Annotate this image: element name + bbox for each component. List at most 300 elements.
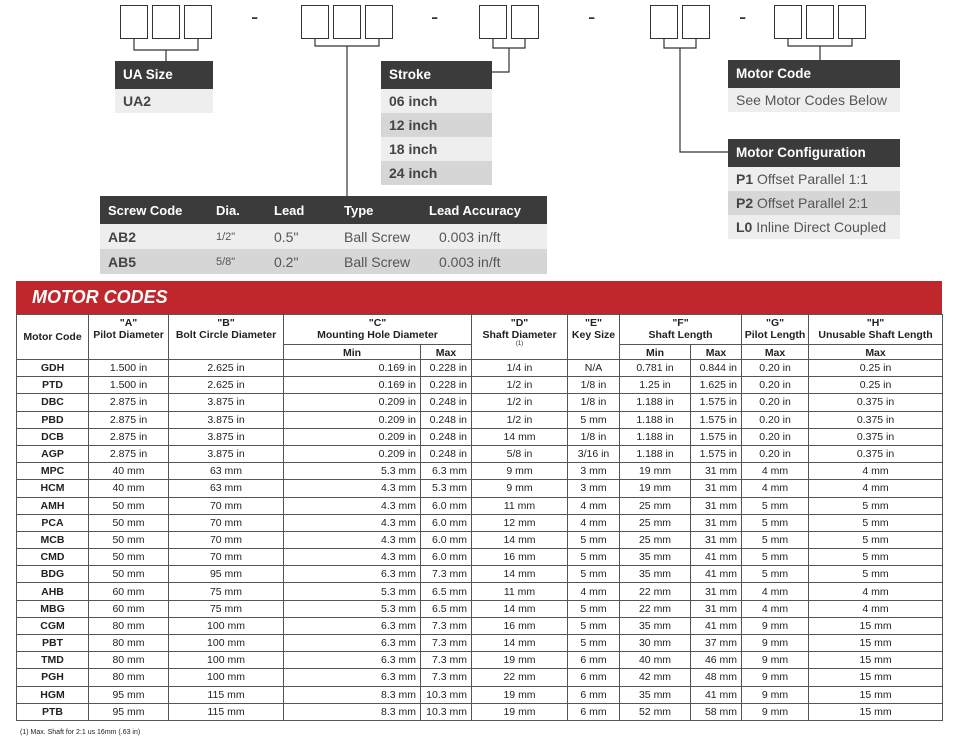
motor-code-cell: PBD bbox=[17, 411, 89, 428]
motor-configuration-option bbox=[728, 215, 900, 239]
screw-dia: 1/2" bbox=[208, 224, 266, 249]
shaft-length-min-cell: 42 mm bbox=[620, 669, 691, 686]
shaft-length-min-cell: 35 mm bbox=[620, 686, 691, 703]
shaft-length-min-cell: 25 mm bbox=[620, 497, 691, 514]
pilot-diameter-cell: 2.875 in bbox=[89, 411, 169, 428]
table-row bbox=[17, 531, 943, 548]
shaft-diameter-cell: 14 mm bbox=[472, 635, 568, 652]
bolt-circle-diameter-cell: 2.625 in bbox=[169, 377, 284, 394]
key-size-cell: 5 mm bbox=[568, 549, 620, 566]
key-size-cell: 6 mm bbox=[568, 703, 620, 720]
shaft-length-max-cell: 1.575 in bbox=[691, 411, 742, 428]
table-row bbox=[17, 566, 943, 583]
mounting-hole-max-cell: 6.0 mm bbox=[421, 531, 472, 548]
mounting-hole-min-cell: 5.3 mm bbox=[284, 463, 421, 480]
col-c bbox=[284, 315, 472, 345]
shaft-length-max-cell: 58 mm bbox=[691, 703, 742, 720]
motor-configuration-option bbox=[728, 167, 900, 191]
key-size-cell: 6 mm bbox=[568, 669, 620, 686]
shaft-length-max-cell: 31 mm bbox=[691, 463, 742, 480]
shaft-diameter-cell: 14 mm bbox=[472, 531, 568, 548]
shaft-length-min-cell: 25 mm bbox=[620, 514, 691, 531]
separator-dash: - bbox=[739, 4, 747, 29]
mounting-hole-max-cell: 6.5 mm bbox=[421, 600, 472, 617]
shaft-length-max-cell: 31 mm bbox=[691, 480, 742, 497]
motor-codes-table bbox=[16, 314, 943, 721]
motor-config-box-2 bbox=[682, 5, 710, 39]
col-c-min: Min bbox=[284, 345, 421, 360]
shaft-length-min-cell: 0.781 in bbox=[620, 360, 691, 377]
shaft-length-min-cell: 35 mm bbox=[620, 566, 691, 583]
config-code: P1 bbox=[736, 171, 754, 187]
mounting-hole-max-cell: 7.3 mm bbox=[421, 669, 472, 686]
col-c-max: Max bbox=[421, 345, 472, 360]
motor-code-cell: AHB bbox=[17, 583, 89, 600]
mounting-hole-min-cell: 6.3 mm bbox=[284, 652, 421, 669]
col-d-name: Shaft Diameter bbox=[482, 329, 557, 341]
shaft-diameter-cell: 16 mm bbox=[472, 549, 568, 566]
pilot-diameter-cell: 95 mm bbox=[89, 686, 169, 703]
screw-code: AB2 bbox=[100, 224, 208, 249]
pilot-length-max-cell: 9 mm bbox=[742, 617, 809, 634]
col-f-name: Shaft Length bbox=[648, 329, 713, 341]
shaft-diameter-cell: 9 mm bbox=[472, 463, 568, 480]
pilot-length-max-cell: 0.20 in bbox=[742, 394, 809, 411]
unusable-shaft-length-max-cell: 0.375 in bbox=[809, 394, 943, 411]
pilot-diameter-cell: 2.875 in bbox=[89, 394, 169, 411]
stroke-box-2 bbox=[333, 5, 361, 39]
screw-code-box-1 bbox=[479, 5, 507, 39]
table-row bbox=[100, 249, 547, 274]
separator-dash: - bbox=[251, 4, 259, 29]
mounting-hole-min-cell: 0.209 in bbox=[284, 445, 421, 462]
table-row bbox=[17, 635, 943, 652]
shaft-diameter-cell: 1/2 in bbox=[472, 377, 568, 394]
bolt-circle-diameter-cell: 115 mm bbox=[169, 686, 284, 703]
col-a-name: Pilot Diameter bbox=[93, 329, 164, 341]
col-e-letter: "E" bbox=[585, 317, 602, 329]
col-f-letter: "F" bbox=[672, 317, 689, 329]
col-f bbox=[620, 315, 742, 345]
pilot-length-max-cell: 0.20 in bbox=[742, 360, 809, 377]
screw-header-accuracy: Lead Accuracy bbox=[421, 196, 547, 224]
screw-header-code: Screw Code bbox=[100, 196, 208, 224]
mounting-hole-max-cell: 0.248 in bbox=[421, 411, 472, 428]
col-h-name: Unusable Shaft Length bbox=[818, 329, 933, 341]
col-d-letter: "D" bbox=[510, 317, 529, 329]
screw-code-box-2 bbox=[511, 5, 539, 39]
bolt-circle-diameter-cell: 70 mm bbox=[169, 497, 284, 514]
bolt-circle-diameter-cell: 100 mm bbox=[169, 635, 284, 652]
bolt-circle-diameter-cell: 100 mm bbox=[169, 669, 284, 686]
motor-code-cell: PTD bbox=[17, 377, 89, 394]
bolt-circle-diameter-cell: 70 mm bbox=[169, 514, 284, 531]
pilot-length-max-cell: 4 mm bbox=[742, 583, 809, 600]
ua-size-value: UA2 bbox=[115, 89, 213, 113]
stroke-option: 24 inch bbox=[381, 161, 492, 185]
pilot-diameter-cell: 80 mm bbox=[89, 617, 169, 634]
motor-code-cell: MCB bbox=[17, 531, 89, 548]
shaft-length-min-cell: 19 mm bbox=[620, 463, 691, 480]
shaft-diameter-cell: 14 mm bbox=[472, 428, 568, 445]
mounting-hole-max-cell: 7.3 mm bbox=[421, 635, 472, 652]
mounting-hole-min-cell: 0.209 in bbox=[284, 394, 421, 411]
shaft-length-max-cell: 31 mm bbox=[691, 583, 742, 600]
table-row bbox=[17, 360, 943, 377]
motor-configuration-option bbox=[728, 191, 900, 215]
table-row bbox=[17, 617, 943, 634]
mounting-hole-min-cell: 6.3 mm bbox=[284, 617, 421, 634]
table-row bbox=[17, 445, 943, 462]
col-h-max: Max bbox=[809, 345, 943, 360]
bolt-circle-diameter-cell: 115 mm bbox=[169, 703, 284, 720]
mounting-hole-max-cell: 0.228 in bbox=[421, 360, 472, 377]
motor-code-cell: PTB bbox=[17, 703, 89, 720]
bolt-circle-diameter-cell: 63 mm bbox=[169, 463, 284, 480]
unusable-shaft-length-max-cell: 15 mm bbox=[809, 617, 943, 634]
shaft-length-min-cell: 35 mm bbox=[620, 617, 691, 634]
stroke-option: 06 inch bbox=[381, 89, 492, 113]
col-motor-code: Motor Code bbox=[17, 315, 89, 360]
col-a-letter: "A" bbox=[119, 317, 138, 329]
col-e-name: Key Size bbox=[571, 329, 616, 341]
screw-header-type: Type bbox=[336, 196, 421, 224]
shaft-length-max-cell: 1.575 in bbox=[691, 445, 742, 462]
motor-code-cell: PCA bbox=[17, 514, 89, 531]
footnote: (1) Max. Shaft for 2:1 us 16mm (.63 in) bbox=[20, 729, 141, 736]
col-g-max: Max bbox=[742, 345, 809, 360]
shaft-length-min-cell: 25 mm bbox=[620, 531, 691, 548]
mounting-hole-min-cell: 8.3 mm bbox=[284, 703, 421, 720]
bolt-circle-diameter-cell: 3.875 in bbox=[169, 394, 284, 411]
screw-code: AB5 bbox=[100, 249, 208, 274]
stroke-option: 12 inch bbox=[381, 113, 492, 137]
bolt-circle-diameter-cell: 100 mm bbox=[169, 617, 284, 634]
stroke-option: 18 inch bbox=[381, 137, 492, 161]
col-b-name: Bolt Circle Diameter bbox=[175, 329, 277, 341]
table-row bbox=[17, 686, 943, 703]
mounting-hole-min-cell: 4.3 mm bbox=[284, 497, 421, 514]
table-row bbox=[17, 411, 943, 428]
pilot-length-max-cell: 9 mm bbox=[742, 652, 809, 669]
mounting-hole-max-cell: 10.3 mm bbox=[421, 686, 472, 703]
col-b bbox=[169, 315, 284, 360]
motor-code-box-3 bbox=[838, 5, 866, 39]
mounting-hole-min-cell: 0.169 in bbox=[284, 360, 421, 377]
motor-code-cell: MPC bbox=[17, 463, 89, 480]
shaft-length-max-cell: 46 mm bbox=[691, 652, 742, 669]
bolt-circle-diameter-cell: 3.875 in bbox=[169, 428, 284, 445]
bolt-circle-diameter-cell: 70 mm bbox=[169, 549, 284, 566]
pilot-length-max-cell: 5 mm bbox=[742, 549, 809, 566]
bolt-circle-diameter-cell: 63 mm bbox=[169, 480, 284, 497]
table-row bbox=[17, 583, 943, 600]
unusable-shaft-length-max-cell: 4 mm bbox=[809, 463, 943, 480]
config-desc: Offset Parallel 2:1 bbox=[757, 195, 869, 211]
mounting-hole-max-cell: 0.248 in bbox=[421, 428, 472, 445]
pilot-diameter-cell: 95 mm bbox=[89, 703, 169, 720]
mounting-hole-min-cell: 0.209 in bbox=[284, 411, 421, 428]
separator-dash: - bbox=[588, 4, 596, 29]
key-size-cell: 4 mm bbox=[568, 514, 620, 531]
shaft-diameter-cell: 11 mm bbox=[472, 497, 568, 514]
unusable-shaft-length-max-cell: 15 mm bbox=[809, 635, 943, 652]
pilot-length-max-cell: 5 mm bbox=[742, 497, 809, 514]
screw-accuracy: 0.003 in/ft bbox=[421, 249, 547, 274]
pilot-diameter-cell: 50 mm bbox=[89, 497, 169, 514]
key-size-cell: 4 mm bbox=[568, 497, 620, 514]
mounting-hole-max-cell: 0.228 in bbox=[421, 377, 472, 394]
col-e bbox=[568, 315, 620, 360]
mounting-hole-max-cell: 0.248 in bbox=[421, 445, 472, 462]
motor-code-cell: MBG bbox=[17, 600, 89, 617]
pilot-diameter-cell: 50 mm bbox=[89, 514, 169, 531]
table-row bbox=[17, 549, 943, 566]
motor-config-box-1 bbox=[650, 5, 678, 39]
key-size-cell: 5 mm bbox=[568, 635, 620, 652]
shaft-length-max-cell: 0.844 in bbox=[691, 360, 742, 377]
pilot-diameter-cell: 60 mm bbox=[89, 583, 169, 600]
shaft-length-max-cell: 31 mm bbox=[691, 600, 742, 617]
mounting-hole-min-cell: 0.209 in bbox=[284, 428, 421, 445]
pilot-length-max-cell: 9 mm bbox=[742, 703, 809, 720]
bolt-circle-diameter-cell: 70 mm bbox=[169, 531, 284, 548]
mounting-hole-max-cell: 10.3 mm bbox=[421, 703, 472, 720]
screw-lead: 0.5" bbox=[266, 224, 336, 249]
mounting-hole-max-cell: 7.3 mm bbox=[421, 566, 472, 583]
table-row bbox=[17, 480, 943, 497]
col-d bbox=[472, 315, 568, 360]
separator-dash: - bbox=[431, 4, 439, 29]
unusable-shaft-length-max-cell: 5 mm bbox=[809, 514, 943, 531]
stroke-callout bbox=[381, 61, 492, 185]
shaft-length-min-cell: 35 mm bbox=[620, 549, 691, 566]
shaft-length-max-cell: 37 mm bbox=[691, 635, 742, 652]
table-row bbox=[17, 703, 943, 720]
col-h bbox=[809, 315, 943, 345]
unusable-shaft-length-max-cell: 0.25 in bbox=[809, 377, 943, 394]
shaft-length-min-cell: 1.188 in bbox=[620, 428, 691, 445]
pilot-length-max-cell: 4 mm bbox=[742, 600, 809, 617]
motor-code-cell: PGH bbox=[17, 669, 89, 686]
motor-code-box-2 bbox=[806, 5, 834, 39]
shaft-diameter-cell: 19 mm bbox=[472, 703, 568, 720]
motor-code-cell: HCM bbox=[17, 480, 89, 497]
pilot-diameter-cell: 50 mm bbox=[89, 531, 169, 548]
shaft-length-min-cell: 1.188 in bbox=[620, 411, 691, 428]
unusable-shaft-length-max-cell: 5 mm bbox=[809, 497, 943, 514]
bolt-circle-diameter-cell: 3.875 in bbox=[169, 411, 284, 428]
mounting-hole-min-cell: 5.3 mm bbox=[284, 583, 421, 600]
shaft-diameter-cell: 19 mm bbox=[472, 686, 568, 703]
ua-size-box-2 bbox=[152, 5, 180, 39]
shaft-length-max-cell: 1.625 in bbox=[691, 377, 742, 394]
col-c-name: Mounting Hole Diameter bbox=[317, 329, 438, 341]
shaft-length-min-cell: 1.188 in bbox=[620, 394, 691, 411]
motor-code-header: Motor Code bbox=[728, 60, 900, 88]
unusable-shaft-length-max-cell: 4 mm bbox=[809, 600, 943, 617]
pilot-diameter-cell: 80 mm bbox=[89, 652, 169, 669]
unusable-shaft-length-max-cell: 15 mm bbox=[809, 669, 943, 686]
pilot-length-max-cell: 5 mm bbox=[742, 514, 809, 531]
bolt-circle-diameter-cell: 75 mm bbox=[169, 600, 284, 617]
unusable-shaft-length-max-cell: 0.25 in bbox=[809, 360, 943, 377]
ua-size-box-3 bbox=[184, 5, 212, 39]
shaft-diameter-cell: 16 mm bbox=[472, 617, 568, 634]
config-desc: Offset Parallel 1:1 bbox=[757, 171, 869, 187]
pilot-diameter-cell: 2.875 in bbox=[89, 428, 169, 445]
key-size-cell: 3 mm bbox=[568, 480, 620, 497]
mounting-hole-max-cell: 6.0 mm bbox=[421, 549, 472, 566]
shaft-diameter-cell: 5/8 in bbox=[472, 445, 568, 462]
key-size-cell: N/A bbox=[568, 360, 620, 377]
key-size-cell: 6 mm bbox=[568, 652, 620, 669]
mounting-hole-min-cell: 5.3 mm bbox=[284, 600, 421, 617]
motor-code-cell: DBC bbox=[17, 394, 89, 411]
motor-code-cell: CGM bbox=[17, 617, 89, 634]
pilot-diameter-cell: 2.875 in bbox=[89, 445, 169, 462]
col-h-letter: "H" bbox=[866, 317, 885, 329]
shaft-length-min-cell: 1.188 in bbox=[620, 445, 691, 462]
shaft-length-max-cell: 48 mm bbox=[691, 669, 742, 686]
col-c-letter: "C" bbox=[368, 317, 387, 329]
config-code: L0 bbox=[736, 219, 753, 235]
bolt-circle-diameter-cell: 3.875 in bbox=[169, 445, 284, 462]
unusable-shaft-length-max-cell: 5 mm bbox=[809, 549, 943, 566]
motor-code-cell: DCB bbox=[17, 428, 89, 445]
pilot-length-max-cell: 9 mm bbox=[742, 635, 809, 652]
bolt-circle-diameter-cell: 2.625 in bbox=[169, 360, 284, 377]
ua-size-header: UA Size bbox=[115, 61, 213, 89]
pilot-diameter-cell: 40 mm bbox=[89, 480, 169, 497]
table-row bbox=[17, 463, 943, 480]
shaft-length-max-cell: 1.575 in bbox=[691, 394, 742, 411]
pilot-length-max-cell: 0.20 in bbox=[742, 411, 809, 428]
col-g-name: Pilot Length bbox=[744, 329, 806, 341]
pilot-length-max-cell: 4 mm bbox=[742, 463, 809, 480]
mounting-hole-min-cell: 6.3 mm bbox=[284, 566, 421, 583]
motor-codes-title: MOTOR CODES bbox=[16, 281, 942, 314]
bolt-circle-diameter-cell: 75 mm bbox=[169, 583, 284, 600]
unusable-shaft-length-max-cell: 0.375 in bbox=[809, 445, 943, 462]
screw-header-lead: Lead bbox=[266, 196, 336, 224]
motor-code-box-1 bbox=[774, 5, 802, 39]
table-row bbox=[17, 497, 943, 514]
col-f-min: Min bbox=[620, 345, 691, 360]
motor-code-cell: CMD bbox=[17, 549, 89, 566]
shaft-length-min-cell: 22 mm bbox=[620, 583, 691, 600]
table-row bbox=[17, 514, 943, 531]
shaft-diameter-cell: 1/4 in bbox=[472, 360, 568, 377]
shaft-length-min-cell: 1.25 in bbox=[620, 377, 691, 394]
screw-type: Ball Screw bbox=[336, 249, 421, 274]
mounting-hole-max-cell: 6.3 mm bbox=[421, 463, 472, 480]
mounting-hole-max-cell: 6.0 mm bbox=[421, 514, 472, 531]
pilot-length-max-cell: 0.20 in bbox=[742, 377, 809, 394]
screw-dia: 5/8" bbox=[208, 249, 266, 274]
shaft-length-min-cell: 40 mm bbox=[620, 652, 691, 669]
col-b-letter: "B" bbox=[217, 317, 235, 329]
table-row bbox=[17, 669, 943, 686]
key-size-cell: 4 mm bbox=[568, 583, 620, 600]
mounting-hole-min-cell: 4.3 mm bbox=[284, 531, 421, 548]
pilot-length-max-cell: 0.20 in bbox=[742, 428, 809, 445]
mounting-hole-min-cell: 6.3 mm bbox=[284, 669, 421, 686]
mounting-hole-min-cell: 8.3 mm bbox=[284, 686, 421, 703]
screw-code-table bbox=[100, 196, 547, 274]
pilot-length-max-cell: 4 mm bbox=[742, 480, 809, 497]
config-desc: Inline Direct Coupled bbox=[756, 219, 887, 235]
unusable-shaft-length-max-cell: 15 mm bbox=[809, 703, 943, 720]
mounting-hole-min-cell: 4.3 mm bbox=[284, 549, 421, 566]
table-row bbox=[17, 652, 943, 669]
pilot-length-max-cell: 5 mm bbox=[742, 566, 809, 583]
mounting-hole-min-cell: 6.3 mm bbox=[284, 635, 421, 652]
screw-lead: 0.2" bbox=[266, 249, 336, 274]
shaft-length-max-cell: 41 mm bbox=[691, 617, 742, 634]
ua-size-box-1 bbox=[120, 5, 148, 39]
pilot-diameter-cell: 60 mm bbox=[89, 600, 169, 617]
mounting-hole-max-cell: 0.248 in bbox=[421, 394, 472, 411]
shaft-diameter-cell: 14 mm bbox=[472, 600, 568, 617]
shaft-diameter-cell: 19 mm bbox=[472, 652, 568, 669]
unusable-shaft-length-max-cell: 0.375 in bbox=[809, 428, 943, 445]
pilot-diameter-cell: 1.500 in bbox=[89, 377, 169, 394]
unusable-shaft-length-max-cell: 5 mm bbox=[809, 531, 943, 548]
shaft-length-max-cell: 41 mm bbox=[691, 566, 742, 583]
motor-code-cell: BDG bbox=[17, 566, 89, 583]
table-row bbox=[17, 394, 943, 411]
pilot-length-max-cell: 0.20 in bbox=[742, 445, 809, 462]
key-size-cell: 5 mm bbox=[568, 617, 620, 634]
shaft-length-min-cell: 30 mm bbox=[620, 635, 691, 652]
ua-size-callout bbox=[115, 61, 213, 113]
screw-header-dia: Dia. bbox=[208, 196, 266, 224]
motor-code-value: See Motor Codes Below bbox=[728, 88, 900, 112]
shaft-length-min-cell: 52 mm bbox=[620, 703, 691, 720]
mounting-hole-max-cell: 6.0 mm bbox=[421, 497, 472, 514]
motor-configuration-header: Motor Configuration bbox=[728, 139, 900, 167]
config-code: P2 bbox=[736, 195, 754, 211]
unusable-shaft-length-max-cell: 15 mm bbox=[809, 652, 943, 669]
mounting-hole-max-cell: 7.3 mm bbox=[421, 617, 472, 634]
shaft-diameter-cell: 12 mm bbox=[472, 514, 568, 531]
mounting-hole-max-cell: 7.3 mm bbox=[421, 652, 472, 669]
key-size-cell: 5 mm bbox=[568, 600, 620, 617]
shaft-diameter-cell: 9 mm bbox=[472, 480, 568, 497]
shaft-length-max-cell: 41 mm bbox=[691, 686, 742, 703]
shaft-diameter-cell: 22 mm bbox=[472, 669, 568, 686]
shaft-length-min-cell: 22 mm bbox=[620, 600, 691, 617]
shaft-diameter-cell: 1/2 in bbox=[472, 411, 568, 428]
stroke-header: Stroke bbox=[381, 61, 492, 89]
motor-code-callout bbox=[728, 60, 900, 112]
mounting-hole-min-cell: 0.169 in bbox=[284, 377, 421, 394]
col-d-footnote-marker: (1) bbox=[515, 341, 524, 347]
shaft-length-max-cell: 31 mm bbox=[691, 514, 742, 531]
bolt-circle-diameter-cell: 95 mm bbox=[169, 566, 284, 583]
key-size-cell: 1/8 in bbox=[568, 428, 620, 445]
key-size-cell: 3/16 in bbox=[568, 445, 620, 462]
pilot-diameter-cell: 50 mm bbox=[89, 549, 169, 566]
table-row bbox=[17, 428, 943, 445]
table-row bbox=[100, 224, 547, 249]
table-row bbox=[17, 600, 943, 617]
screw-accuracy: 0.003 in/ft bbox=[421, 224, 547, 249]
key-size-cell: 3 mm bbox=[568, 463, 620, 480]
table-row bbox=[17, 377, 943, 394]
unusable-shaft-length-max-cell: 15 mm bbox=[809, 686, 943, 703]
